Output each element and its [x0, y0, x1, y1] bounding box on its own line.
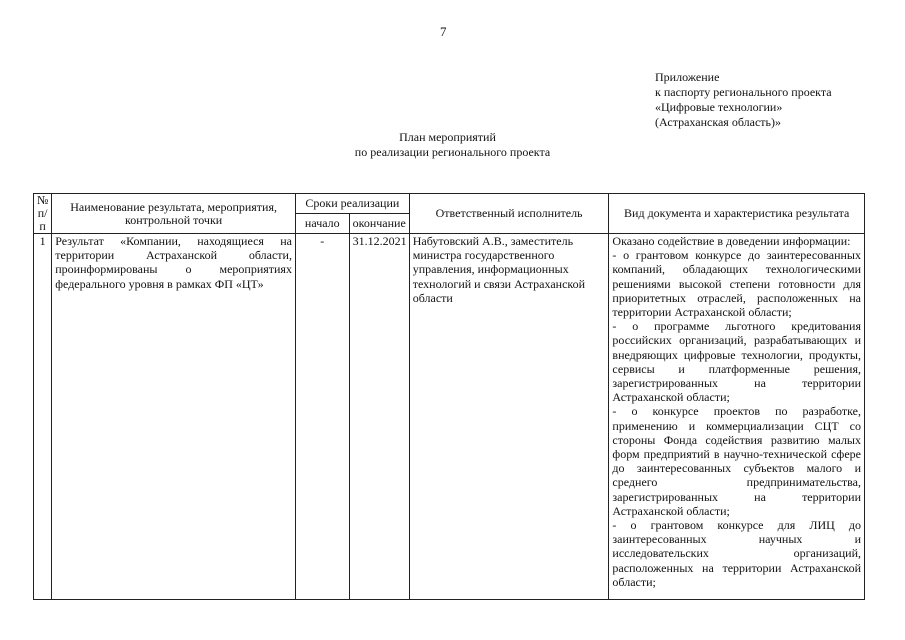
document-paragraph: - о конкурсе проектов по разработке, применению и коммерциализации СЦТ со стороны Фонда содействия развитию малых форм предприятий в научно-технической сфере до заинтересованных субъектов малого и среднего предпринимательства, зарегистрированных на территории Астраханской области; — [612, 404, 861, 518]
document-paragraph: - о грантовом конкурсе до заинтересованных компаний, обладающих технологическими решениями высокой степени готовности для приоритетных отраслей, расположенных на территории Астраханской области; — [612, 248, 861, 320]
cell-num: 1 — [34, 234, 52, 600]
cell-end: 31.12.2021 — [349, 234, 409, 600]
cell-document — [609, 234, 865, 600]
appendix-line: «Цифровые технологии» — [655, 100, 783, 114]
header-num: № п/п — [34, 194, 52, 234]
header-name: Наименование результата, мероприятия, контрольной точки — [52, 194, 296, 234]
table-row — [34, 234, 865, 600]
cell-start: - — [295, 234, 349, 600]
appendix-line: (Астраханская область)» — [655, 115, 781, 129]
header-start: начало — [295, 214, 349, 234]
activities-table — [33, 193, 865, 600]
appendix-line: Приложение — [655, 70, 720, 84]
plan-title-line: по реализации регионального проекта — [354, 145, 551, 159]
page-number: 7 — [440, 24, 447, 39]
cell-responsible: Набутовский А.В., заместитель министра государственного управления, информационных технологий и связи Астраханской области — [409, 234, 609, 600]
table-header-row — [34, 194, 865, 214]
appendix-line: к паспорту регионального проекта — [655, 85, 832, 99]
document-paragraph: - о грантовом конкурсе для ЛИЦ до заинтересованных научных и исследовательских организаций, расположенных на территории Астраханской области; — [612, 518, 861, 589]
appendix-note — [655, 70, 832, 130]
cell-name: Результат «Компании, находящиеся на территории Астраханской области, проинформированы о мероприятиях федерального уровня в рамках ФП «ЦТ» — [52, 234, 296, 600]
document-paragraph: Оказано содействие в доведении информации: — [612, 234, 851, 248]
header-terms: Сроки реализации — [295, 194, 409, 214]
document-paragraph: - о программе льготного кредитования российских организаций, разрабатывающих и внедряющих цифровые технологии, продукты, сервисы и платформенные решения, зарегистрированных на территории Астраханской области; — [612, 319, 861, 405]
header-end: окончание — [349, 214, 409, 234]
header-document: Вид документа и характеристика результата — [609, 194, 865, 234]
plan-title-line: План мероприятий — [399, 130, 496, 144]
header-responsible: Ответственный исполнитель — [409, 194, 609, 234]
plan-title — [0, 130, 905, 160]
